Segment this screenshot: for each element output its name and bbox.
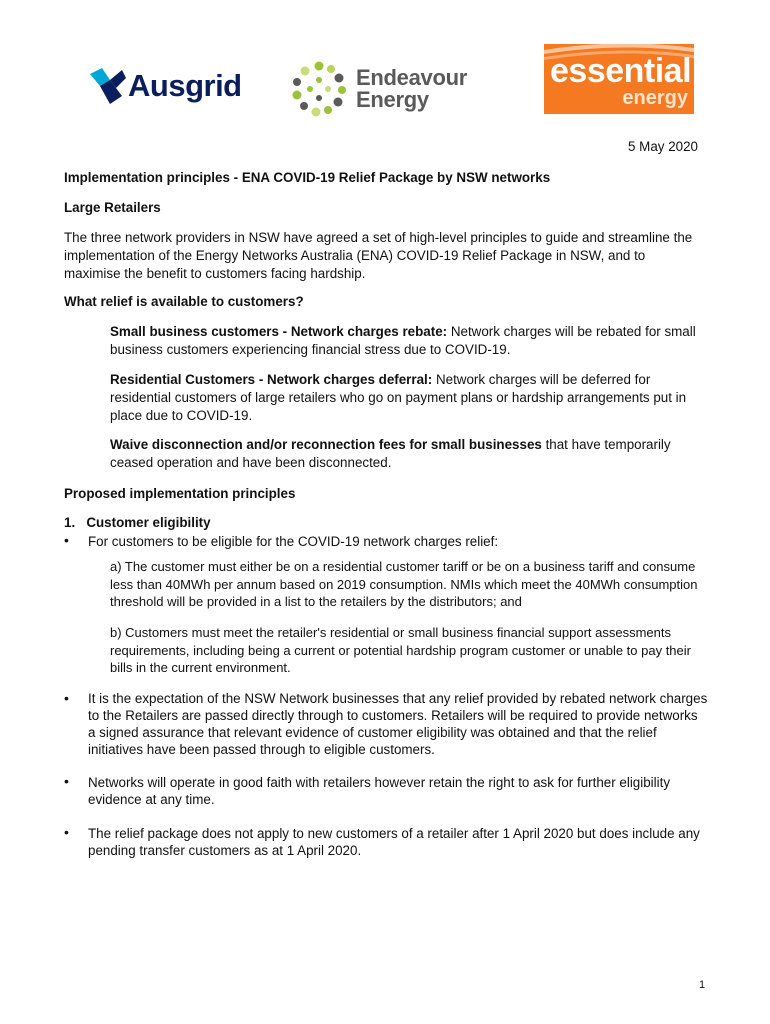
relief-item-deferral: Residential Customers - Network charges deferral: Network charges will be deferred for residential customers of large retailers who go on payment plans or hardship arrangements put in place due to COVID-19. — [110, 372, 687, 423]
bullet-marker: • — [64, 773, 69, 789]
document-title: Implementation principles - ENA COVID-19 Relief Package by NSW networks — [64, 170, 551, 185]
endeavour-logo — [290, 60, 467, 118]
logo-header — [0, 40, 770, 120]
document-subtitle: Large Retailers — [64, 200, 161, 215]
bullet-eligibility: For customers to be eligible for the COVID-19 network charges relief: — [88, 534, 499, 549]
ausgrid-logo — [88, 66, 242, 106]
bullet-marker: • — [64, 690, 69, 706]
relief-item-fees: Waive disconnection and/or reconnection fees for small businesses that have temporarily ceased operation and have been disconnected. — [110, 437, 671, 470]
essential-wordmark: essential — [550, 52, 692, 90]
bullet-good-faith: Networks will operate in good faith with retailers however retain the right to ask for further eligibility evidence at any time. — [88, 775, 671, 807]
relief-item-rebate: Small business customers - Network charges rebate: Network charges will be rebated for small business customers experiencing financial stress due to COVID-19. — [110, 324, 696, 357]
relief-heading: What relief is available to customers? — [64, 294, 304, 309]
bullet-relief-passthrough: It is the expectation of the NSW Network businesses that any relief provided by rebated network charges to the Retailers are passed directly through to customers. Retailers will be required to provide networks a signed assurance that relevant evidence of customer eligibility was obtained and that the relief initiatives have been passed through to eligible customers. — [88, 691, 708, 757]
intro-paragraph: The three network providers in NSW have agreed a set of high-level principles to guide and streamline the implementation of the Energy Networks Australia (ENA) COVID-19 Relief Package in NSW, and to maximise the benefit to customers facing hardship. — [64, 230, 693, 281]
ausgrid-mark-icon — [88, 66, 126, 106]
ausgrid-wordmark: Ausgrid — [128, 68, 242, 103]
principles-heading: Proposed implementation principles — [64, 486, 296, 501]
document-date: 5 May 2020 — [628, 139, 698, 154]
sub-point-a: a) The customer must either be on a residential customer tariff or be on a business tariff and consume less than 40MWh per annum based on 2019 consumption. NMIs which meet the 40MWh consumption threshold will be provided in a list to the retailers by the distributors; and — [110, 559, 698, 609]
section-heading-eligibility: 1. Customer eligibility — [64, 515, 211, 530]
bullet-marker: • — [64, 824, 69, 840]
essential-energy-logo — [544, 44, 694, 114]
endeavour-wordmark: Endeavour Energy — [356, 65, 467, 112]
bullet-new-customers: The relief package does not apply to new customers of a retailer after 1 April 2020 but does include any pending transfer customers as at 1 April 2020. — [88, 826, 700, 858]
bullet-marker: • — [64, 532, 69, 548]
energy-wordmark: energy — [622, 87, 688, 109]
endeavour-dots-icon — [290, 60, 348, 118]
sub-point-b: b) Customers must meet the retailer's residential or small business financial support assessments requirements, including being a current or potential hardship program customer or unable to pay their bills in the current environment. — [110, 625, 691, 675]
page-number: 1 — [699, 979, 706, 991]
